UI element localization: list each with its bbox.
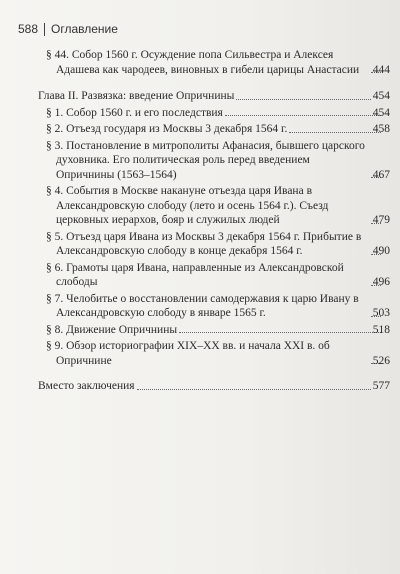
toc-entry-page: 467	[372, 168, 390, 181]
toc-entry-s44[interactable]	[30, 48, 390, 77]
toc-entry-text: § 5. Отъезд царя Ивана из Москвы 3 декабря 1564 г. Прибытие в Александровскую слободу в конце декабря 1564 г.	[46, 230, 362, 257]
toc-entry-text: § 6. Грамоты царя Ивана, направленные из Александровской слободы	[46, 261, 344, 288]
toc-entry-page: 503	[372, 307, 390, 319]
toc-entry-page: 526	[372, 354, 390, 367]
toc-entry-page: 444	[372, 63, 390, 76]
toc-entry-page: 454	[372, 90, 390, 102]
dot-leader	[289, 132, 380, 133]
toc-entry-s6[interactable]	[30, 261, 390, 290]
dot-leader	[179, 332, 381, 333]
toc-entry-page: 458	[372, 123, 390, 135]
toc-entry-s3[interactable]	[30, 139, 390, 183]
dot-leader	[137, 389, 371, 390]
section-title: Оглавление	[51, 22, 118, 36]
header-divider	[44, 23, 45, 36]
toc-entry-page: 490	[372, 245, 390, 257]
toc-entry-text: § 1. Собор 1560 г. и его последствия	[46, 106, 223, 119]
toc-entry-s5[interactable]	[30, 230, 390, 259]
toc-entry-page: 518	[372, 323, 390, 336]
toc-entry-page: 577	[372, 380, 390, 392]
toc-entry-text: § 7. Челобитье о восстановлении самодержавия к царю Ивану в Александровскую слободу в январе 1565 г.	[46, 292, 359, 319]
toc-entry-s9[interactable]	[30, 339, 390, 368]
toc-entry-text: Глава II. Развязка: введение Опричнины	[38, 90, 235, 102]
page-number: 588	[18, 22, 39, 36]
toc-entry-text: § 44. Собор 1560 г. Осуждение попа Сильвестра и Алексея Адашева как чародеев, виновных в гибели царицы Анастасии	[46, 49, 360, 76]
toc-entry-page: 454	[372, 106, 390, 119]
toc-entry-text: § 2. Отъезд государя из Москвы 3 декабря 1564 г.	[46, 123, 288, 135]
toc-entry-page: 479	[372, 214, 390, 226]
toc-entry-text: Вместо заключения	[38, 380, 135, 392]
table-of-contents	[30, 48, 390, 396]
running-header	[18, 22, 118, 36]
toc-entry-s4[interactable]	[30, 184, 390, 228]
toc-entry-text: § 4. События в Москве накануне отъезда царя Ивана в Александровскую слободу (лето и осень 1564 г.). Съезд церковных иерархов, бояр и служилых людей	[46, 185, 329, 226]
toc-entry-s2[interactable]	[30, 122, 390, 137]
toc-entry-chapter-2[interactable]	[30, 89, 390, 104]
toc-entry-s7[interactable]	[30, 292, 390, 321]
toc-entry-text: § 9. Обзор историографии XIX–XX вв. и начала XXI в. об Опричнине	[46, 340, 330, 367]
toc-entry-s1[interactable]	[30, 106, 390, 121]
toc-entry-text: § 3. Постановление в митрополиты Афанасия, бывшего царского духовника. Его политическая роль перед введением Опричнины (1563–1564)	[46, 139, 365, 181]
toc-entry-text: § 8. Движение Опричнины	[46, 323, 178, 336]
toc-entry-page: 496	[372, 276, 390, 288]
dot-leader	[225, 115, 381, 116]
toc-entry-s8[interactable]	[30, 323, 390, 338]
toc-entry-conclusion[interactable]	[30, 379, 390, 394]
dot-leader	[236, 99, 370, 100]
